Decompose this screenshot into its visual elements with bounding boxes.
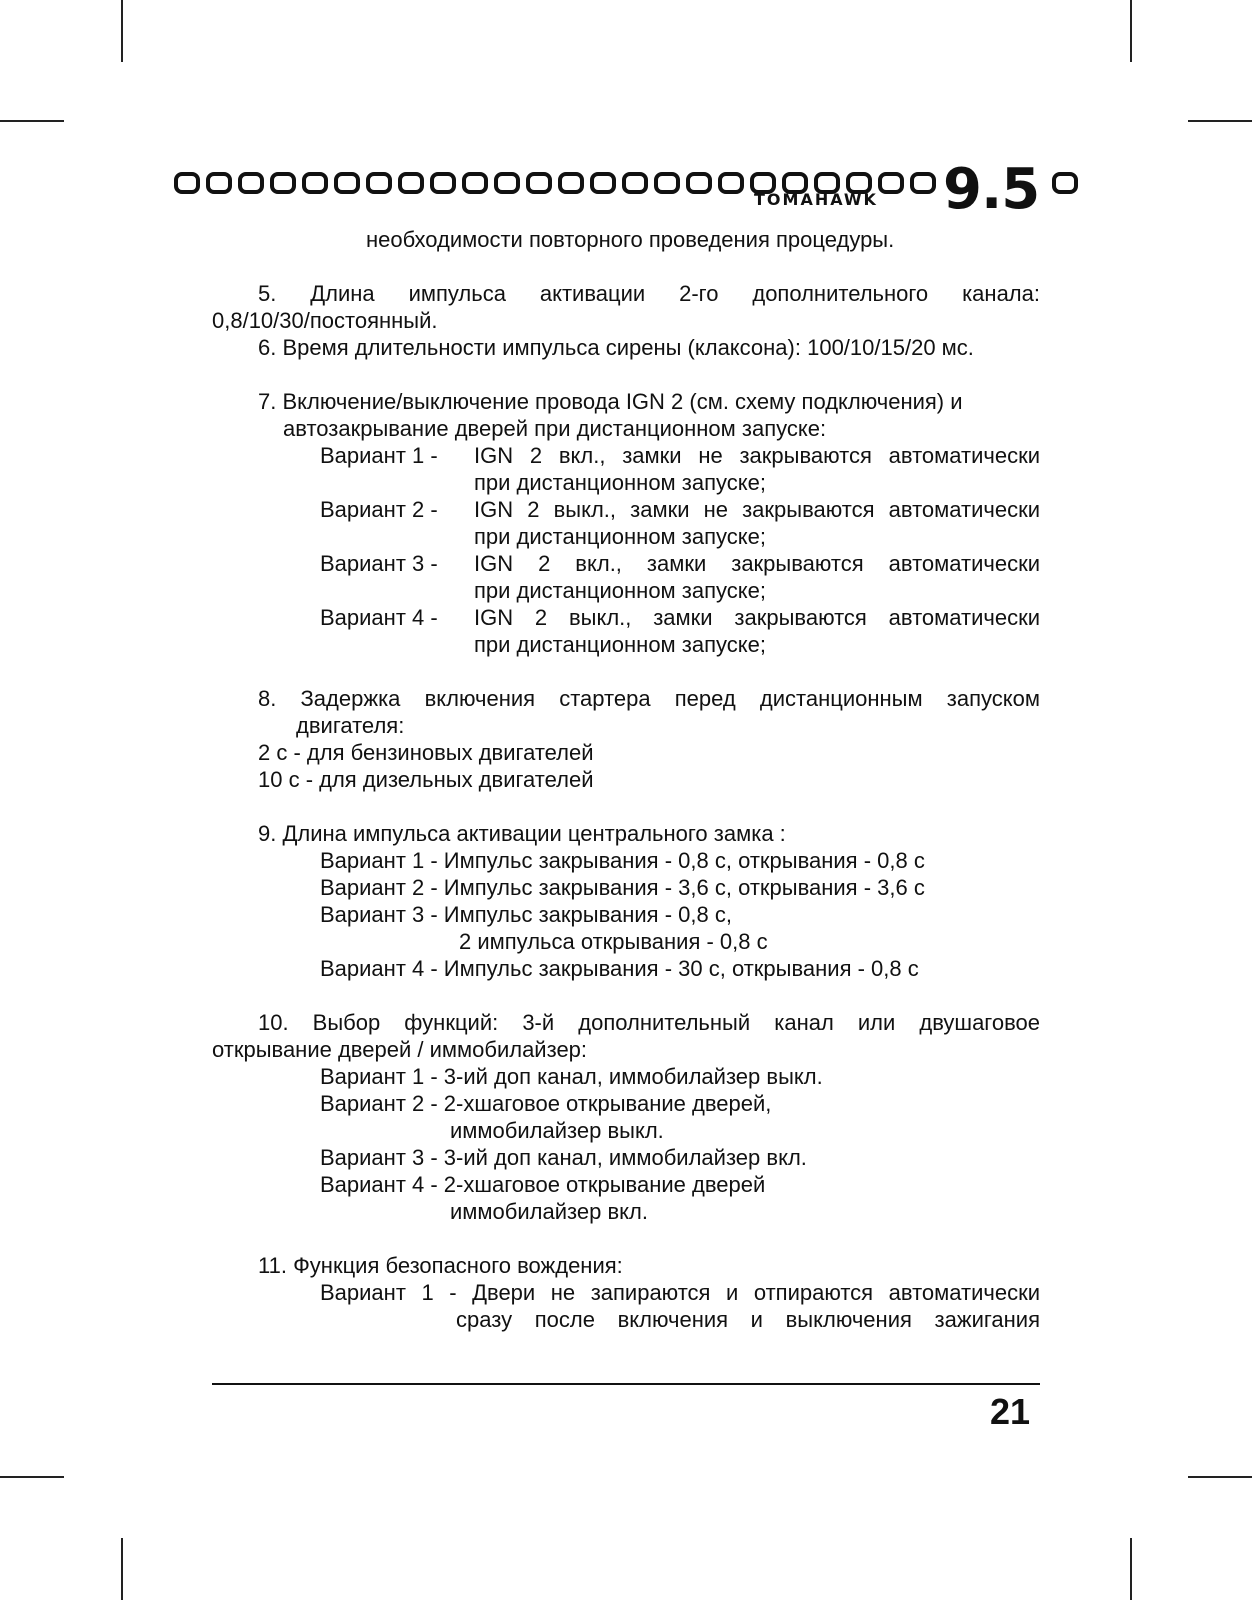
header-box [622,172,648,194]
item8-line1: 8. Задержка включения стартера перед дистанционным запуском [258,686,1040,711]
footer-rule [212,1383,1040,1385]
header-box [686,172,712,194]
header-box [398,172,424,194]
item7-variant-text: IGN 2 выкл., замки закрываются автоматически [474,605,1040,630]
item7-variant-text: при дистанционном запуске; [474,578,766,603]
header-box [174,172,200,194]
header-box [206,172,232,194]
item7-variant-label: Вариант 4 - [320,605,438,630]
crop-mark [1130,1538,1132,1600]
header-box [494,172,520,194]
item7-line2: автозакрывание дверей при дистанционном запуске: [283,416,827,441]
item10-variant: Вариант 2 - 2-хшаговое открывание дверей, [320,1091,772,1116]
item8-option: 10 с - для дизельных двигателей [258,767,594,792]
page-header [174,157,1084,222]
header-box [430,172,456,194]
item11-line1: 11. Функция безопасного вождения: [258,1253,623,1278]
item7-variant-label: Вариант 2 - [320,497,438,522]
header-box [1052,172,1078,194]
item7-variant-text: IGN 2 вкл., замки закрываются автоматически [474,551,1040,576]
item7-variant-label: Вариант 1 - [320,443,438,468]
item9-line1: 9. Длина импульса активации центрального замка : [258,821,786,846]
header-box [366,172,392,194]
header-box [654,172,680,194]
crop-mark [1130,0,1132,62]
header-box [302,172,328,194]
item9-variant: Вариант 1 - Импульс закрывания - 0,8 с, открывания - 0,8 с [320,848,925,873]
item10-variant: Вариант 3 - 3-ий доп канал, иммобилайзер вкл. [320,1145,807,1170]
item10-line1: 10. Выбор функций: 3-й дополнительный канал или двушаговое [258,1010,1040,1035]
item7-variant-text: при дистанционном запуске; [474,470,766,495]
item8-line2: двигателя: [296,713,405,738]
page-number: 21 [990,1391,1031,1432]
item9-variant: Вариант 4 - Импульс закрывания - 30 с, открывания - 0,8 с [320,956,919,981]
continuation-text: необходимости повторного проведения процедуры. [366,227,895,252]
item6-text: 6. Время длительности импульса сирены (клаксона): 100/10/15/20 мс. [258,335,974,360]
header-box [878,172,904,194]
item11-variant: сразу после включения и выключения зажигания [456,1307,1040,1332]
item8-option: 2 с - для бензиновых двигателей [258,740,594,765]
item5-line1: 5. Длина импульса активации 2-го дополнительного канала: [258,281,1040,306]
item7-variant-text: при дистанционном запуске; [474,632,766,657]
item11-variant: Вариант 1 - Двери не запираются и отпираются автоматически [320,1280,1040,1305]
item10-variant: Вариант 4 - 2-хшаговое открывание дверей [320,1172,766,1197]
item9-variant: Вариант 3 - Импульс закрывания - 0,8 с, [320,902,732,927]
item5-line2: 0,8/10/30/постоянный. [212,308,438,333]
header-box [558,172,584,194]
item10-variant: иммобилайзер выкл. [450,1118,664,1143]
item10-variant: иммобилайзер вкл. [450,1199,648,1224]
header-box [590,172,616,194]
header-box [718,172,744,194]
item10-variant: Вариант 1 - 3-ий доп канал, иммобилайзер выкл. [320,1064,823,1089]
header-box [526,172,552,194]
item7-line1: 7. Включение/выключение провода IGN 2 (см. схему подключения) и [258,389,963,414]
item9-variant: Вариант 2 - Импульс закрывания - 3,6 с, открывания - 3,6 с [320,875,925,900]
item9-variant: 2 импульса открывания - 0,8 с [459,929,768,954]
header-box [462,172,488,194]
header-box [334,172,360,194]
crop-mark [0,1476,64,1478]
header-box [238,172,264,194]
item7-variant-text: IGN 2 вкл., замки не закрываются автоматически [474,443,1040,468]
item7-variant-label: Вариант 3 - [320,551,438,576]
crop-mark [1188,1476,1252,1478]
header-box [910,172,936,194]
item7-variant-text: при дистанционном запуске; [474,524,766,549]
item7-variant-text: IGN 2 выкл., замки не закрываются автоматически [474,497,1040,522]
model-logo-text: 9.5 [943,157,1040,222]
item10-line2: открывание дверей / иммобилайзер: [212,1037,588,1062]
crop-mark [121,0,123,62]
crop-mark [0,120,64,122]
crop-mark [121,1538,123,1600]
crop-mark [1188,120,1252,122]
brand-logo-text: TOMAHAWK [754,190,878,209]
header-box [270,172,296,194]
